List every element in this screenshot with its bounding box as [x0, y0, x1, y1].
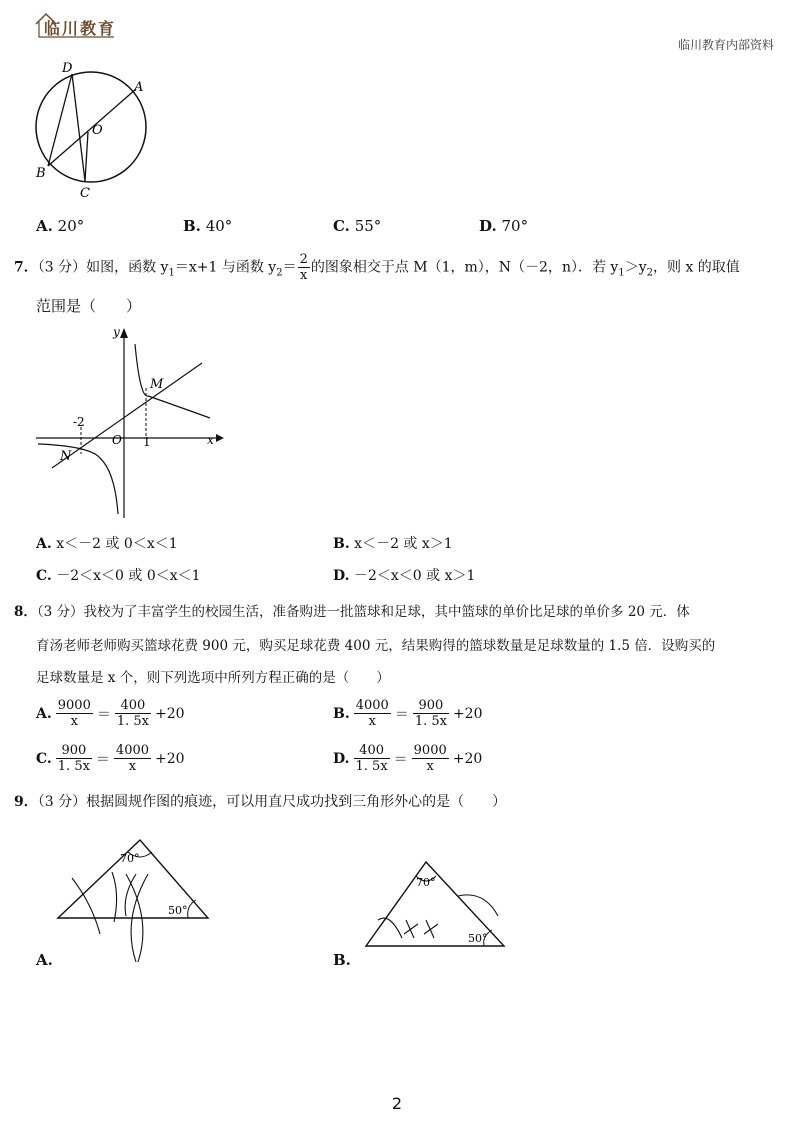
- q7-label-m: M: [150, 377, 164, 392]
- q6-option-d: D. 70°: [479, 217, 529, 235]
- q7-option-d: D. －2＜x＜0 或 x＞1: [333, 568, 476, 584]
- q6-label-o: O: [92, 123, 103, 138]
- q9a-top-angle: 70°: [120, 852, 140, 865]
- q9-option-b-label: B.: [333, 951, 351, 969]
- q6-label-a: A: [134, 80, 144, 95]
- q7-option-c: C. －2＜x＜0 或 0＜x＜1: [36, 568, 201, 584]
- q8-stem-line3: 足球数量是 x 个，则下列选项中所列方程正确的是（ ）: [36, 670, 390, 686]
- q6-option-a: A. 20°: [36, 217, 85, 235]
- q8-option-c: C. $\frac{900}{1. 5x}$ ＝ $\frac{4000}{x}$ +20: [36, 743, 185, 774]
- logo-text: 临川教育: [44, 19, 117, 38]
- q8-option-d: D. $\frac{400}{1. 5x}$ ＝ $\frac{9000}{x}$ +20: [333, 743, 483, 774]
- q6-label-b: B: [36, 166, 46, 181]
- q7-stem-line2: 范围是（ ）: [36, 297, 142, 315]
- q9b-top-angle: 70°: [416, 876, 436, 889]
- q7-function-graph: [30, 322, 230, 522]
- q7-option-b: B. x＜－2 或 x＞1: [333, 536, 453, 552]
- q7-label-x: x: [207, 433, 214, 447]
- q7-label-o: O: [112, 433, 122, 447]
- q6-circle-figure: [28, 60, 158, 200]
- q9-stem: 9．（3 分）根据圆规作图的痕迹，可以用直尺成功找到三角形外心的是（ ）: [14, 794, 507, 810]
- q7-option-a: A. x＜－2 或 0＜x＜1: [36, 536, 178, 552]
- q7-hyperbola-left: [38, 444, 118, 514]
- q9-figure-a: [50, 834, 220, 968]
- q8-option-b: B. $\frac{4000}{x}$ ＝ $\frac{900}{1. 5x}$ +20: [333, 698, 483, 729]
- q7-label-neg2: -2: [73, 415, 85, 429]
- q9a-right-angle: 50°: [168, 904, 188, 917]
- header-right-text: 临川教育内部资料: [677, 38, 774, 52]
- page-number: 2: [391, 1094, 403, 1113]
- q6-label-c: C: [80, 186, 90, 200]
- q7-stem-line1: 7．（3 分）如图，函数 $y_1=x+1$ 与函数 $y_2=$ $\frac{2}{x}$ 的图象相交于点 M（1，m），N（－2，n）．若 $y_1>y_2$，则 x 的取值: [14, 252, 740, 283]
- q6-circle: [36, 72, 146, 182]
- q6-label-d: D: [62, 61, 73, 76]
- q6-option-b: B. 40°: [183, 217, 233, 235]
- q6-option-c: C. 55°: [333, 217, 382, 235]
- q7-label-1: 1: [143, 435, 151, 449]
- q9-option-a-label: A.: [36, 951, 53, 969]
- q7-label-n: N: [60, 449, 72, 464]
- q9b-right-angle: 50°: [468, 932, 488, 945]
- q7-label-y: y: [113, 325, 120, 339]
- q8-stem-line1: 8．（3 分）我校为了丰富学生的校园生活，准备购进一批篮球和足球，其中篮球的单价比足球的单价多 20 元．体: [14, 604, 690, 620]
- q7-hyperbola-right: [135, 344, 210, 418]
- q9-figure-b: [360, 856, 510, 956]
- q8-option-a: A. $\frac{9000}{x}$ ＝ $\frac{400}{1. 5x}$ +20: [36, 698, 185, 729]
- q8-stem-line2: 育汤老师老师购买篮球花费 900 元，购买足球花费 400 元，结果购得的篮球数量是足球数量的 1.5 倍．设购买的: [36, 638, 716, 654]
